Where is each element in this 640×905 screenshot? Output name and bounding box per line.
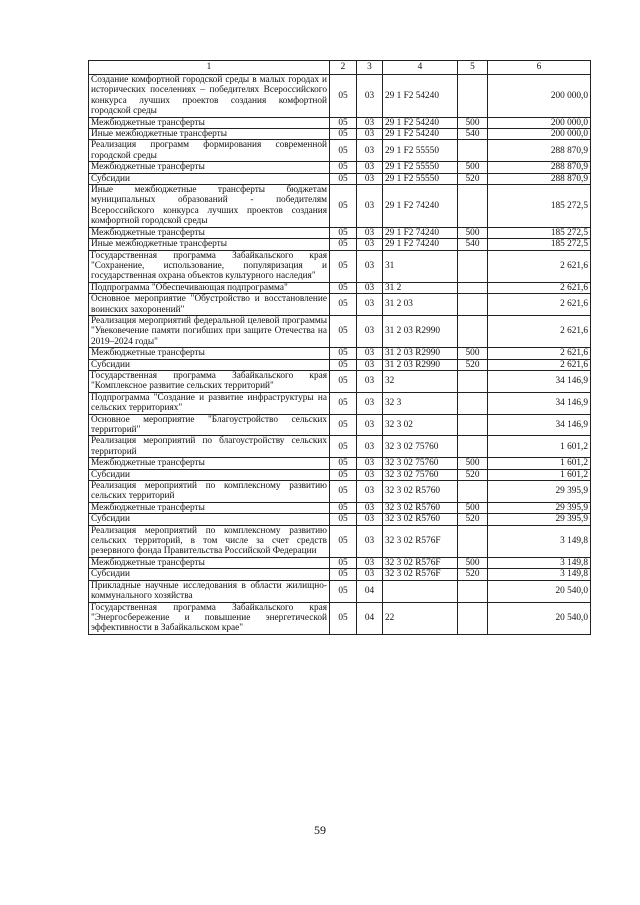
row-amount: 2 621,6 (488, 282, 591, 293)
row-subsection: 03 (357, 557, 383, 568)
row-amount: 1 601,2 (488, 469, 591, 480)
row-expense-type (458, 414, 488, 436)
table-row (89, 315, 591, 347)
table-row (89, 359, 591, 370)
row-target-article: 31 2 03 R2990 (383, 359, 458, 370)
row-subsection: 03 (357, 140, 383, 162)
row-name: Подпрограмма "Создание и развитие инфраструктуры на сельских территориях" (89, 392, 330, 414)
table-row (89, 469, 591, 480)
row-target-article: 32 3 02 75760 (383, 436, 458, 458)
row-section: 05 (330, 580, 357, 602)
row-name: Межбюджетные трансферты (89, 117, 330, 128)
row-subsection: 03 (357, 239, 383, 250)
row-expense-type: 540 (458, 239, 488, 250)
row-name: Реализация мероприятий по комплексному развитию сельских территорий (89, 481, 330, 503)
row-target-article: 32 3 02 R576F (383, 525, 458, 557)
row-name: Иные межбюджетные трансферты (89, 239, 330, 250)
row-section: 05 (330, 602, 357, 634)
table-row (89, 140, 591, 162)
row-target-article: 32 3 02 75760 (383, 469, 458, 480)
row-subsection: 03 (357, 481, 383, 503)
row-target-article: 32 3 02 R5760 (383, 502, 458, 513)
row-expense-type: 540 (458, 129, 488, 140)
row-name: Межбюджетные трансферты (89, 557, 330, 568)
table-row (89, 481, 591, 503)
row-amount: 2 621,6 (488, 348, 591, 359)
table-row (89, 525, 591, 557)
row-target-article: 29 1 F2 54240 (383, 75, 458, 118)
row-expense-type: 500 (458, 348, 488, 359)
row-expense-type: 520 (458, 569, 488, 580)
row-expense-type (458, 370, 488, 392)
row-subsection: 03 (357, 414, 383, 436)
row-target-article: 31 2 (383, 282, 458, 293)
row-amount: 1 601,2 (488, 458, 591, 469)
row-target-article: 29 1 F2 54240 (383, 117, 458, 128)
row-subsection: 03 (357, 514, 383, 525)
row-section: 05 (330, 173, 357, 184)
table-row (89, 294, 591, 316)
row-amount: 29 395,9 (488, 502, 591, 513)
row-target-article: 32 3 02 R576F (383, 557, 458, 568)
table-row (89, 227, 591, 238)
row-target-article (383, 580, 458, 602)
row-expense-type: 500 (458, 227, 488, 238)
row-subsection: 03 (357, 502, 383, 513)
row-name: Межбюджетные трансферты (89, 348, 330, 359)
row-subsection: 03 (357, 392, 383, 414)
row-expense-type (458, 315, 488, 347)
row-section: 05 (330, 414, 357, 436)
row-section: 05 (330, 227, 357, 238)
header-row (89, 61, 591, 75)
table-row (89, 514, 591, 525)
row-expense-type: 520 (458, 514, 488, 525)
table-body (89, 75, 591, 635)
row-subsection: 03 (357, 370, 383, 392)
row-subsection: 03 (357, 282, 383, 293)
table-row (89, 173, 591, 184)
row-expense-type: 500 (458, 502, 488, 513)
row-subsection: 03 (357, 185, 383, 228)
table-row (89, 370, 591, 392)
table-row (89, 580, 591, 602)
header-amount: 6 (488, 61, 591, 75)
row-name: Субсидии (89, 469, 330, 480)
row-target-article: 32 3 02 (383, 414, 458, 436)
row-expense-type: 500 (458, 557, 488, 568)
row-expense-type: 500 (458, 117, 488, 128)
row-subsection: 03 (357, 294, 383, 316)
row-section: 05 (330, 359, 357, 370)
row-amount: 200 000,0 (488, 75, 591, 118)
row-name: Субсидии (89, 569, 330, 580)
table-row (89, 162, 591, 173)
row-subsection: 03 (357, 227, 383, 238)
row-expense-type (458, 602, 488, 634)
row-section: 05 (330, 250, 357, 282)
row-target-article: 31 2 03 (383, 294, 458, 316)
row-section: 05 (330, 185, 357, 228)
row-subsection: 03 (357, 458, 383, 469)
row-section: 05 (330, 75, 357, 118)
row-target-article: 32 3 02 R576F (383, 569, 458, 580)
row-amount: 185 272,5 (488, 227, 591, 238)
row-name: Создание комфортной городской среды в малых городах и исторических поселениях – победителях Всероссийского конкурса лучших проектов создания комфортной городской среды (89, 75, 330, 118)
row-amount: 3 149,8 (488, 557, 591, 568)
row-subsection: 03 (357, 469, 383, 480)
table-row (89, 569, 591, 580)
row-name: Основное мероприятие "Благоустройство сельских территорий" (89, 414, 330, 436)
table-row (89, 239, 591, 250)
row-expense-type (458, 481, 488, 503)
row-name: Государственная программа Забайкальского края "Сохранение, использование, популяризация и государственная охрана объектов культурного наследия" (89, 250, 330, 282)
row-section: 05 (330, 282, 357, 293)
row-section: 05 (330, 117, 357, 128)
row-amount: 288 870,9 (488, 173, 591, 184)
row-amount: 288 870,9 (488, 162, 591, 173)
row-section: 05 (330, 458, 357, 469)
row-target-article: 32 3 02 R5760 (383, 481, 458, 503)
row-amount: 2 621,6 (488, 315, 591, 347)
row-name: Реализация программ формирования современной городской среды (89, 140, 330, 162)
row-amount: 288 870,9 (488, 140, 591, 162)
row-target-article: 31 (383, 250, 458, 282)
row-target-article: 29 1 F2 55550 (383, 173, 458, 184)
header-cs: 4 (383, 61, 458, 75)
table-row (89, 75, 591, 118)
row-expense-type (458, 140, 488, 162)
row-target-article: 32 3 02 R5760 (383, 514, 458, 525)
table-row (89, 282, 591, 293)
row-section: 05 (330, 481, 357, 503)
row-section: 05 (330, 436, 357, 458)
row-amount: 185 272,5 (488, 239, 591, 250)
row-amount: 20 540,0 (488, 580, 591, 602)
row-expense-type: 520 (458, 173, 488, 184)
row-subsection: 04 (357, 580, 383, 602)
row-target-article: 31 2 03 R2990 (383, 315, 458, 347)
row-name: Субсидии (89, 514, 330, 525)
table-row (89, 557, 591, 568)
row-expense-type (458, 580, 488, 602)
row-name: Прикладные научные исследования в области жилищно-коммунального хозяйства (89, 580, 330, 602)
row-expense-type (458, 294, 488, 316)
header-pr: 3 (357, 61, 383, 75)
row-subsection: 03 (357, 162, 383, 173)
row-section: 05 (330, 469, 357, 480)
row-expense-type (458, 282, 488, 293)
row-name: Субсидии (89, 173, 330, 184)
row-target-article: 29 1 F2 74240 (383, 185, 458, 228)
row-expense-type (458, 436, 488, 458)
row-section: 05 (330, 140, 357, 162)
row-subsection: 03 (357, 525, 383, 557)
row-expense-type (458, 75, 488, 118)
page-number: 59 (314, 823, 326, 837)
row-section: 05 (330, 370, 357, 392)
header-vr: 5 (458, 61, 488, 75)
row-name: Иные межбюджетные трансферты (89, 129, 330, 140)
row-name: Иные межбюджетные трансферты бюджетам муниципальных образований - победителям Всероссийского конкурса лучших проектов создания комфортной городской среды (89, 185, 330, 228)
row-amount: 3 149,8 (488, 569, 591, 580)
row-target-article: 32 3 (383, 392, 458, 414)
row-section: 05 (330, 569, 357, 580)
row-target-article: 32 (383, 370, 458, 392)
row-section: 05 (330, 162, 357, 173)
row-target-article: 29 1 F2 54240 (383, 129, 458, 140)
table-row (89, 392, 591, 414)
row-section: 05 (330, 348, 357, 359)
row-subsection: 03 (357, 75, 383, 118)
row-amount: 34 146,9 (488, 414, 591, 436)
row-amount: 3 149,8 (488, 525, 591, 557)
row-name: Основное мероприятие "Обустройство и восстановление воинских захоронений" (89, 294, 330, 316)
row-subsection: 03 (357, 359, 383, 370)
row-expense-type (458, 185, 488, 228)
row-amount: 2 621,6 (488, 250, 591, 282)
row-target-article: 22 (383, 602, 458, 634)
row-name: Государственная программа Забайкальского края "Комплексное развитие сельских территорий" (89, 370, 330, 392)
row-subsection: 04 (357, 602, 383, 634)
row-name: Реализация мероприятий по комплексному развитию сельских территорий, в том числе за счет средств резервного фонда Правительства Российской Федерации (89, 525, 330, 557)
row-name: Реализация мероприятий по благоустройству сельских территорий (89, 436, 330, 458)
row-target-article: 29 1 F2 74240 (383, 227, 458, 238)
row-target-article: 31 2 03 R2990 (383, 348, 458, 359)
row-expense-type (458, 392, 488, 414)
row-section: 05 (330, 294, 357, 316)
row-subsection: 03 (357, 250, 383, 282)
table-row (89, 185, 591, 228)
row-subsection: 03 (357, 348, 383, 359)
row-amount: 34 146,9 (488, 392, 591, 414)
row-section: 05 (330, 239, 357, 250)
table-row (89, 250, 591, 282)
row-expense-type: 520 (458, 359, 488, 370)
row-expense-type: 500 (458, 458, 488, 469)
table-row (89, 502, 591, 513)
row-amount: 200 000,0 (488, 117, 591, 128)
row-name: Межбюджетные трансферты (89, 502, 330, 513)
row-target-article: 29 1 F2 74240 (383, 239, 458, 250)
row-amount: 2 621,6 (488, 359, 591, 370)
row-name: Межбюджетные трансферты (89, 227, 330, 238)
table-row (89, 602, 591, 634)
row-expense-type (458, 525, 488, 557)
row-target-article: 32 3 02 75760 (383, 458, 458, 469)
table-row (89, 458, 591, 469)
row-subsection: 03 (357, 569, 383, 580)
row-amount: 29 395,9 (488, 514, 591, 525)
row-amount: 29 395,9 (488, 481, 591, 503)
table-row (89, 117, 591, 128)
row-name: Межбюджетные трансферты (89, 458, 330, 469)
row-section: 05 (330, 502, 357, 513)
row-section: 05 (330, 525, 357, 557)
row-amount: 2 621,6 (488, 294, 591, 316)
table-row (89, 414, 591, 436)
row-section: 05 (330, 514, 357, 525)
row-amount: 34 146,9 (488, 370, 591, 392)
row-name: Межбюджетные трансферты (89, 162, 330, 173)
row-subsection: 03 (357, 117, 383, 128)
row-subsection: 03 (357, 436, 383, 458)
row-name: Подпрограмма "Обеспечивающая подпрограмма" (89, 282, 330, 293)
row-subsection: 03 (357, 129, 383, 140)
row-target-article: 29 1 F2 55550 (383, 162, 458, 173)
row-amount: 20 540,0 (488, 602, 591, 634)
row-section: 05 (330, 557, 357, 568)
row-subsection: 03 (357, 173, 383, 184)
row-expense-type: 520 (458, 469, 488, 480)
row-expense-type: 500 (458, 162, 488, 173)
table-row (89, 129, 591, 140)
row-name: Реализация мероприятий федеральной целевой программы "Увековечение памяти погибших при защите Отечества на 2019–2024 годы" (89, 315, 330, 347)
row-amount: 1 601,2 (488, 436, 591, 458)
budget-table (88, 60, 591, 635)
row-amount: 200 000,0 (488, 129, 591, 140)
row-name: Субсидии (89, 359, 330, 370)
row-section: 05 (330, 315, 357, 347)
row-amount: 185 272,5 (488, 185, 591, 228)
header-rz: 2 (330, 61, 357, 75)
row-target-article: 29 1 F2 55550 (383, 140, 458, 162)
table-row (89, 348, 591, 359)
row-name: Государственная программа Забайкальского края "Энергосбережение и повышение энергетической эффективности в Забайкальском крае" (89, 602, 330, 634)
row-section: 05 (330, 129, 357, 140)
header-name: 1 (89, 61, 330, 75)
table-row (89, 436, 591, 458)
row-section: 05 (330, 392, 357, 414)
row-subsection: 03 (357, 315, 383, 347)
row-expense-type (458, 250, 488, 282)
